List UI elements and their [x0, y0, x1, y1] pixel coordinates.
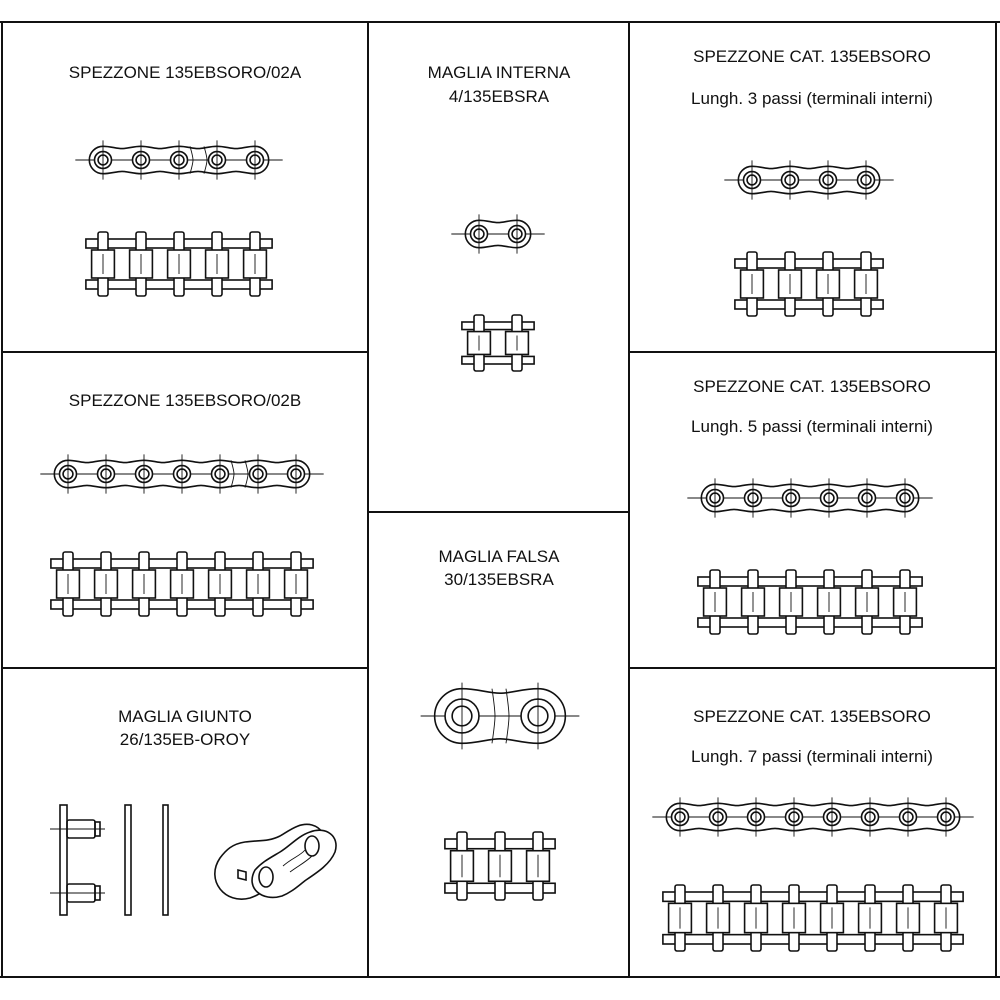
outer-plate-drawing [125, 805, 131, 915]
connecting-link-exploded [50, 805, 336, 915]
plan-view-interna [462, 315, 534, 371]
top-view-02a [75, 140, 282, 179]
title-p5-l2: Lungh. 5 passi (terminali interni) [691, 417, 933, 436]
chain-drawings [40, 140, 973, 951]
bottom-plate [663, 935, 963, 944]
title-p7-l2: Lungh. 7 passi (terminali interni) [691, 747, 933, 766]
top-view-interna [451, 214, 544, 253]
spring-clip-drawing [163, 805, 168, 915]
bottom-plate [698, 618, 922, 627]
title-02b: SPEZZONE 135EBSORO/02B [68, 391, 302, 410]
plan-view-p7 [663, 885, 963, 951]
bottom-plate [462, 356, 534, 364]
title-interna-l1: MAGLIA INTERNA [427, 63, 571, 82]
title-falsa-l1: MAGLIA FALSA [438, 547, 560, 566]
top-view-p5 [687, 478, 932, 517]
top-plate [462, 322, 534, 330]
top-plate [698, 577, 922, 586]
title-p3-l2: Lungh. 3 passi (terminali interni) [691, 89, 933, 108]
title-giunto-l1: MAGLIA GIUNTO [118, 707, 252, 726]
title-02a: SPEZZONE 135EBSORO/02A [68, 63, 302, 82]
plan-view-p3 [735, 252, 883, 316]
plan-view-02a [86, 232, 272, 296]
top-plate [663, 892, 963, 901]
top-view-falsa [421, 683, 580, 750]
top-view-02b [40, 454, 323, 493]
plan-view-p5 [698, 570, 922, 634]
title-falsa-l2: 30/135EBSRA [444, 570, 554, 589]
assembled-link-drawing [215, 824, 336, 899]
title-giunto-l2: 26/135EB-OROY [119, 730, 251, 749]
title-p7-l1: SPEZZONE CAT. 135EBSORO [693, 707, 931, 726]
top-view-p7 [652, 797, 973, 836]
top-view-p3 [724, 160, 893, 199]
plan-view-falsa [445, 832, 555, 900]
title-p5-l1: SPEZZONE CAT. 135EBSORO [693, 377, 931, 396]
plan-view-02b [51, 552, 313, 616]
title-p3-l1: SPEZZONE CAT. 135EBSORO [693, 47, 931, 66]
title-interna-l2: 4/135EBSRA [448, 87, 550, 106]
pin-plate-drawing [50, 805, 105, 915]
